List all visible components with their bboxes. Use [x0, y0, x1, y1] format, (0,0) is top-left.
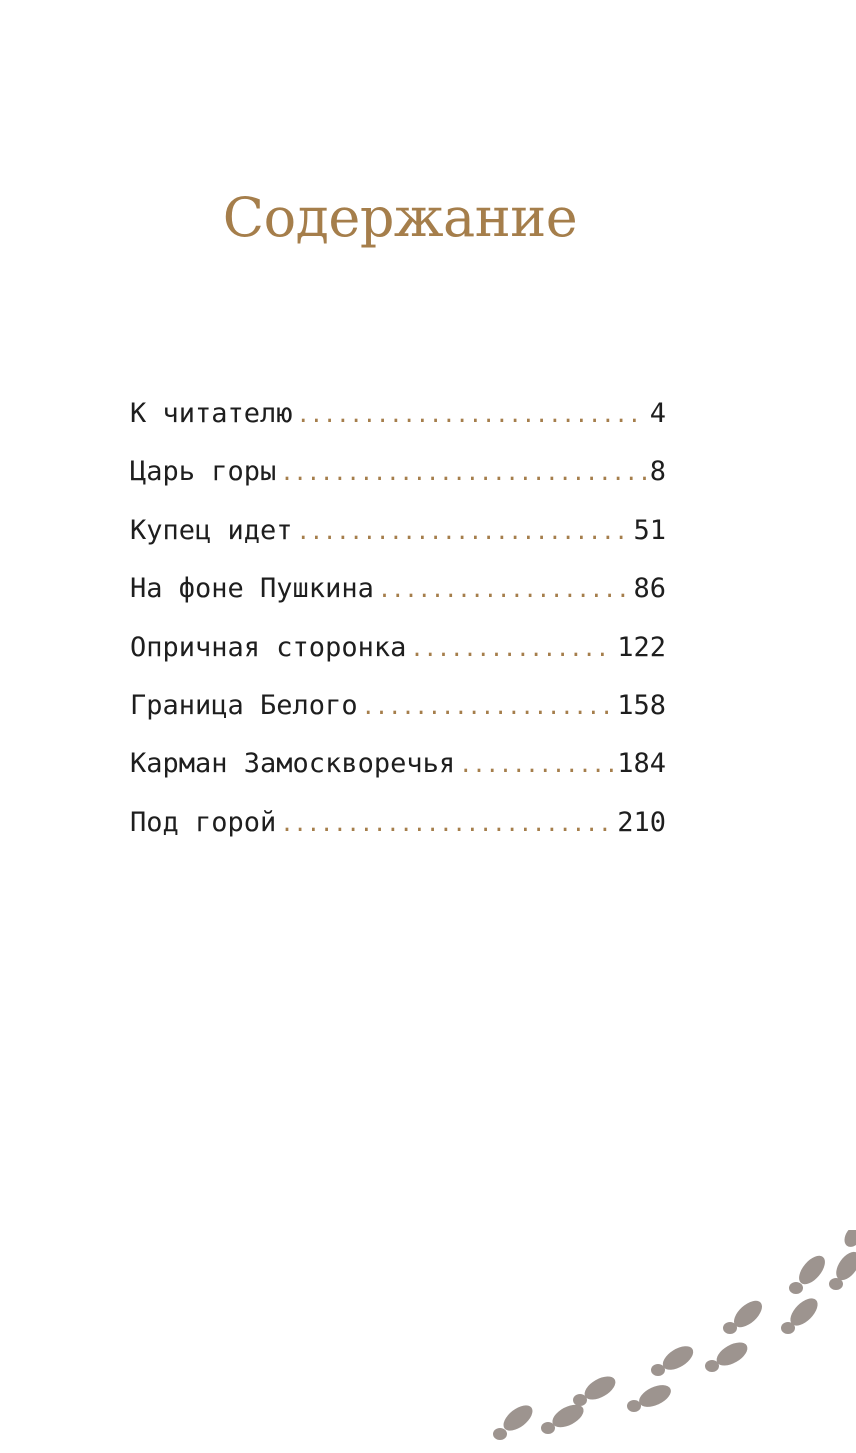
toc-leader-dots	[280, 461, 645, 486]
toc-entry-page: 4	[649, 398, 666, 429]
footprints-icon	[470, 1230, 856, 1453]
toc-entry[interactable]	[130, 515, 666, 573]
toc-entry-title: Купец идет	[130, 514, 293, 546]
toc-entry[interactable]	[130, 690, 666, 748]
toc-leader-dots	[297, 403, 646, 428]
footprint	[829, 1248, 856, 1290]
toc-entry-title: К читателю	[130, 398, 293, 429]
toc-entry[interactable]	[130, 807, 666, 865]
toc-entry[interactable]	[130, 456, 666, 514]
footprint	[573, 1372, 619, 1406]
toc-entry-title: Граница Белого	[130, 689, 358, 721]
toc-leader-dots	[362, 695, 614, 720]
toc-entry-page: 184	[617, 748, 666, 780]
footprint	[705, 1338, 751, 1372]
toc-entry-page: 210	[617, 806, 666, 838]
toc-leader-dots	[410, 637, 613, 662]
footprint	[781, 1294, 822, 1334]
footprint	[789, 1251, 830, 1294]
toc-entry[interactable]	[130, 632, 666, 690]
toc-entry-page: 158	[617, 689, 666, 721]
toc-entry-page: 51	[633, 514, 666, 546]
toc-leader-dots	[280, 812, 613, 837]
footprint	[841, 1230, 856, 1250]
toc-leader-dots	[378, 578, 630, 603]
toc-leader-dots	[297, 520, 630, 545]
toc-entry-page: 8	[649, 456, 666, 488]
toc-entry[interactable]	[130, 573, 666, 631]
toc-entry-title: Царь горы	[130, 456, 277, 488]
toc-entry-title: На фоне Пушкина	[130, 573, 374, 605]
footprint	[493, 1400, 537, 1440]
toc-entry-page: 122	[617, 631, 666, 663]
footprint	[627, 1381, 674, 1412]
toc-entry[interactable]	[130, 748, 666, 806]
toc-entry-title: Карман Замоскворечья	[130, 748, 456, 780]
footprint	[651, 1341, 697, 1376]
toc-entry-title: Под горой	[130, 806, 277, 838]
toc-entry-page: 86	[633, 573, 666, 605]
toc-entry[interactable]	[130, 398, 666, 456]
table-of-contents	[130, 398, 666, 865]
toc-entry-title: Опричная сторонка	[130, 631, 407, 663]
footprint	[723, 1296, 767, 1334]
page-title: Содержание	[222, 186, 578, 249]
toc-leader-dots	[459, 753, 613, 778]
